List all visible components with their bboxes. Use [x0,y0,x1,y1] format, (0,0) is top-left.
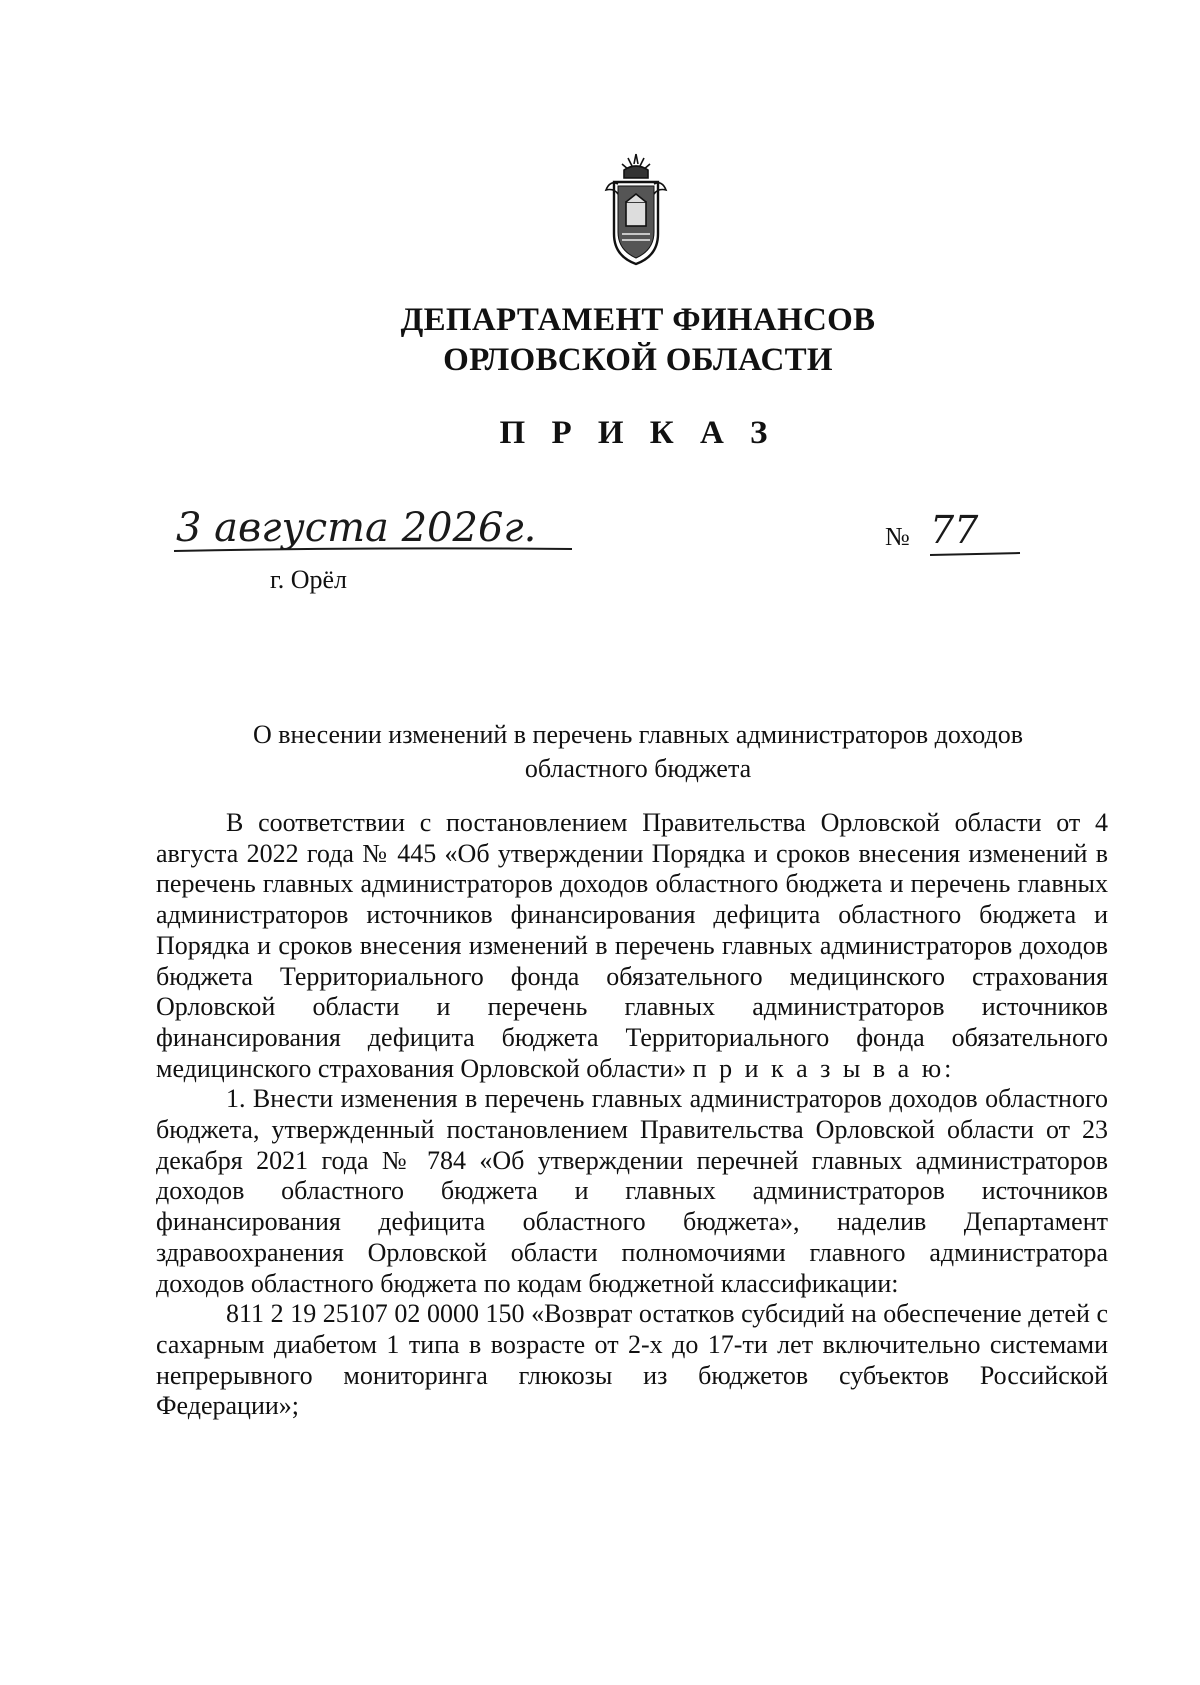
handwritten-date [172,497,582,567]
number-label: № [885,522,910,551]
order-subject-line2: областного бюджета [524,754,752,783]
order-subject-line1: О внесении изменений в перечень главных администраторов доходов [252,720,1024,749]
order-subject [200,718,1076,786]
paragraph-budget-code: 811 2 19 25107 02 0000 150 «Возврат остатков субсидий на обеспечение детей с сахарным диабетом 1 типа в возрасте от 2-х до 17-ти лет включительно системами непрерывного мониторинга глюкозы из бюджетов субъектов Российской Федерации»; [156,1299,1108,1421]
handwritten-number-text: 77 [930,508,979,552]
handwritten-number [930,505,1050,565]
city-label: г. Орёл [270,565,348,594]
paragraph-item-1: 1. Внести изменения в перечень главных администраторов доходов областного бюджета, утвержденный постановлением Правительства Орловской области от 23 декабря 2021 года № 784 «Об утверждении перечней главных администраторов доходов областного бюджета и главных администраторов источников финансирования дефицита областного бюджета», наделив Департамент здравоохранения Орловской области полномочиями главного администратора доходов областного бюджета по кодам бюджетной классификации: [156,1084,1108,1298]
order-verb: п р и к а з ы в а ю: [692,1053,955,1083]
paragraph-preamble [156,808,1108,1084]
department-name-line2: ОРЛОВСКОЙ ОБЛАСТИ [443,342,833,378]
handwritten-date-text: 3 августа 2026г. [176,505,537,551]
department-name-line1: ДЕПАРТАМЕНТ ФИНАНСОВ [400,302,876,338]
order-body [156,808,1108,1422]
coat-of-arms-emblem [596,150,676,272]
handwritten-number-graphic [930,505,1050,565]
handwritten-date-graphic [172,497,582,567]
preamble-text: В соответствии с постановлением Правительства Орловской области от 4 августа 2022 года № 445 «Об утверждении Порядка и сроков внесения изменений в перечень главных администраторов доходов областного бюджета и перечень главных администраторов источников финансирования дефицита областного бюджета и Порядка и сроков внесения изменений в перечень главных администраторов доходов бюджета Территориального фонда обязательного медицинского страхования Орловской области и перечень главных администраторов источников финансирования дефицита бюджета Территориального фонда обязательного медицинского страхования Орловской области» [156,808,1108,1083]
document-type-title: П Р И К А З [499,415,777,451]
department-name [300,300,976,380]
